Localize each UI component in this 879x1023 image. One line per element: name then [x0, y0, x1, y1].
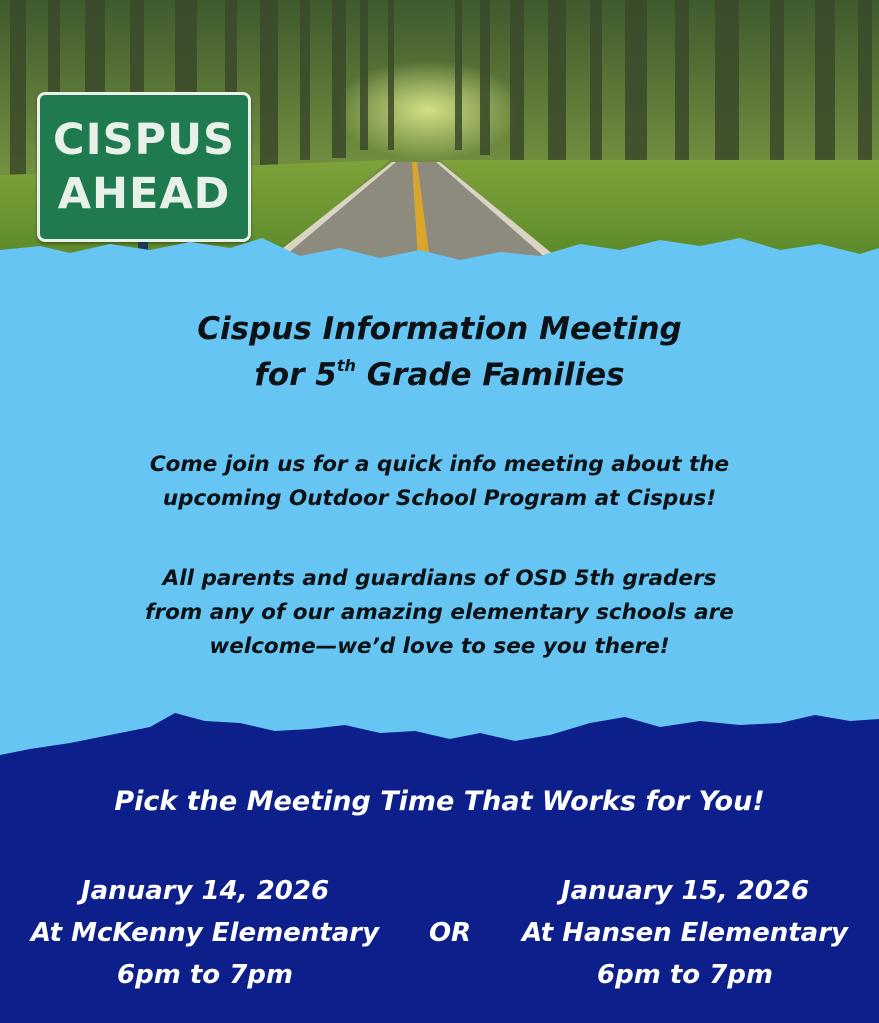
meeting-location: At Hansen Elementary: [522, 918, 848, 948]
meeting-time: 6pm to 7pm: [117, 960, 293, 990]
meeting-date: January 15, 2026: [560, 876, 810, 906]
pick-time-heading: Pick the Meeting Time That Works for You!: [114, 786, 765, 817]
meeting-date: January 14, 2026: [80, 876, 330, 906]
meeting-option-1: [20, 870, 390, 996]
invite-line-2: from any of our amazing elementary schools are: [145, 600, 734, 625]
invite-line-1: All parents and guardians of OSD 5th graders: [162, 566, 717, 591]
meeting-option-2: [505, 870, 865, 996]
meeting-time: 6pm to 7pm: [597, 960, 773, 990]
or-separator: OR: [428, 918, 472, 948]
title-suffix: Grade Families: [355, 357, 625, 393]
title-line-2: [0, 352, 879, 398]
intro-paragraph: [0, 448, 879, 516]
title-superscript: th: [336, 356, 356, 375]
meeting-title: [0, 306, 879, 398]
invite-line-3: welcome—we’d love to see you there!: [209, 634, 670, 659]
intro-line-1: Come join us for a quick info meeting about the: [149, 452, 730, 477]
title-prefix: for 5: [254, 357, 337, 393]
meeting-location: At McKenny Elementary: [30, 918, 380, 948]
sign-line-1: CISPUS: [53, 115, 235, 165]
intro-line-2: upcoming Outdoor School Program at Cispus!: [162, 486, 717, 511]
title-line-1: Cispus Information Meeting: [197, 311, 682, 347]
invite-paragraph: [0, 562, 879, 664]
sign-line-2: AHEAD: [57, 169, 231, 219]
